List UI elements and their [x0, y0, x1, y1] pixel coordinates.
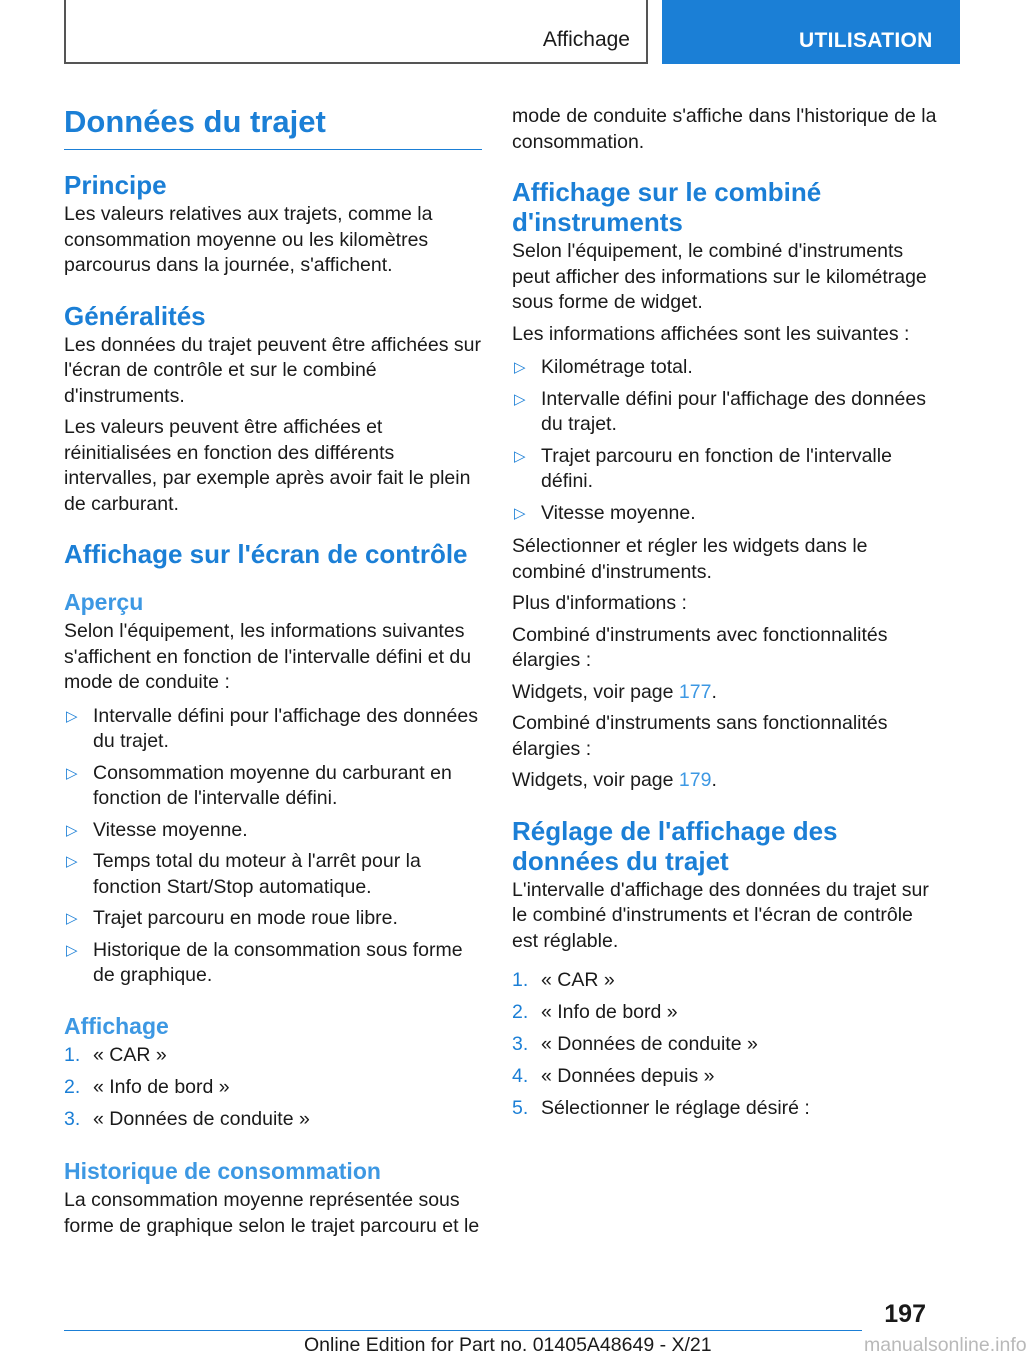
reglage-steps [512, 968, 940, 1122]
affichage-steps [64, 1043, 482, 1133]
step-item: 5. Sélectionner le réglage désiré : [512, 1097, 810, 1119]
list-item: ▷ Trajet parcouru en mode roue libre. [64, 906, 482, 932]
combine-list [512, 355, 940, 526]
historique-text-right: mode de conduite s'affiche dans l'historique de la consommation. [512, 105, 937, 153]
apercu-list [64, 704, 482, 989]
triangle-bullet-icon: ▷ [514, 447, 526, 465]
list-item: ▷ Vitesse moyenne. [512, 501, 940, 527]
principe-text: Les valeurs relatives aux trajets, comme la consommation moyenne ou les kilomètres parcourus dans la journée, s'affichent. [64, 203, 433, 276]
page-link-177[interactable]: 177 [678, 680, 712, 703]
triangle-bullet-icon: ▷ [514, 504, 526, 522]
list-item: ▷ Kilométrage total. [512, 355, 940, 381]
list-item: ▷ Temps total du moteur à l'arrêt pour la fonction Start/Stop automatique. [66, 850, 421, 898]
step-item: 3. « Données de conduite » [64, 1107, 310, 1130]
historique-text-left: La consommation moyenne représentée sous forme de graphique selon le trajet parcouru et le [64, 1189, 480, 1237]
combine-p1: Selon l'équipement, le combiné d'instruments peut afficher des informations sur le kilométrage sous forme de widget. [512, 240, 927, 313]
footer-rule [64, 1330, 862, 1331]
combine-p3: Sélectionner et régler les widgets dans le combiné d'instruments. [512, 535, 868, 583]
triangle-bullet-icon: ▷ [514, 359, 526, 376]
page-number: 197 [884, 1300, 926, 1328]
combine-p4: Plus d'informations : [512, 592, 687, 614]
triangle-bullet-icon: ▷ [66, 764, 78, 782]
step-item: 3. « Données de conduite » [512, 1033, 758, 1055]
widgets-ref-1: Widgets, voir page 177. [512, 680, 717, 703]
heading-combine: Affichage sur le combiné d'instruments [512, 177, 822, 237]
generalites-p1: Les données du trajet peuvent être affichées sur l'écran de contrôle et sur le combiné d'instruments. [64, 333, 482, 407]
step-item: 4. « Données depuis » [512, 1065, 715, 1087]
header-chapter-tab [662, 0, 960, 64]
page-title: Données du trajet [64, 98, 482, 150]
reglage-text: L'intervalle d'affichage des données du trajet sur le combiné d'instruments et l'écran de contrôle est réglable. [512, 878, 929, 952]
triangle-bullet-icon: ▷ [66, 941, 78, 959]
combine-p5: Combiné d'instruments avec fonctionnalités élargies : [512, 623, 888, 671]
step-item: 2. « Info de bord » [64, 1075, 230, 1098]
heading-generalites: Généralités [64, 300, 206, 331]
generalites-p2: Les valeurs peuvent être affichées et réinitialisées en fonction des différents intervalles, par exemple après avoir fait le plein de carburant. [64, 416, 471, 515]
heading-affichage: Affichage [64, 1012, 169, 1039]
triangle-bullet-icon: ▷ [66, 853, 78, 870]
list-item: ▷ Vitesse moyenne. [64, 818, 482, 844]
header-box [64, 0, 648, 64]
step-item: 1. « CAR » [64, 1043, 167, 1066]
combine-p2: Les informations affichées sont les suivantes : [512, 322, 910, 345]
triangle-bullet-icon: ▷ [66, 707, 78, 725]
header-section-title: Affichage [542, 28, 630, 51]
combine-p6: Combiné d'instruments sans fonctionnalités élargies : [512, 712, 888, 760]
heading-ecran-controle: Affichage sur l'écran de contrôle [64, 539, 468, 569]
list-item: ▷ Intervalle défini pour l'affichage des données du trajet. [514, 387, 926, 435]
footer-edition: Online Edition for Part no. 01405A48649 - X/21 [304, 1334, 712, 1356]
heading-reglage: Réglage de l'affichage des données du trajet [512, 815, 838, 876]
step-item: 1. « CAR » [512, 969, 615, 991]
footer-watermark: manualsonline.info [864, 1334, 1027, 1356]
triangle-bullet-icon: ▷ [514, 390, 526, 408]
apercu-text: Selon l'équipement, les informations suivantes s'affichent en fonction de l'intervalle défini et du mode de conduite : [64, 620, 472, 693]
page-link-179[interactable]: 179 [678, 769, 712, 791]
list-item: ▷ Trajet parcouru en fonction de l'intervalle défini. [514, 444, 892, 492]
right-column [512, 104, 940, 1136]
step-item: 2. « Info de bord » [512, 1001, 678, 1023]
list-item: ▷ Intervalle défini pour l'affichage des données du trajet. [66, 704, 478, 752]
left-column [64, 98, 482, 1245]
header-chapter-label: UTILISATION [799, 29, 933, 52]
widgets-ref-2: Widgets, voir page 179. [512, 769, 717, 791]
list-item: ▷ Historique de la consommation sous forme de graphique. [66, 938, 463, 986]
heading-historique: Historique de consommation [64, 1158, 381, 1184]
heading-principe: Principe [64, 170, 167, 200]
triangle-bullet-icon: ▷ [66, 910, 78, 927]
heading-apercu: Aperçu [64, 589, 144, 615]
list-item: ▷ Consommation moyenne du carburant en fonction de l'intervalle défini. [66, 761, 452, 809]
triangle-bullet-icon: ▷ [66, 821, 78, 839]
